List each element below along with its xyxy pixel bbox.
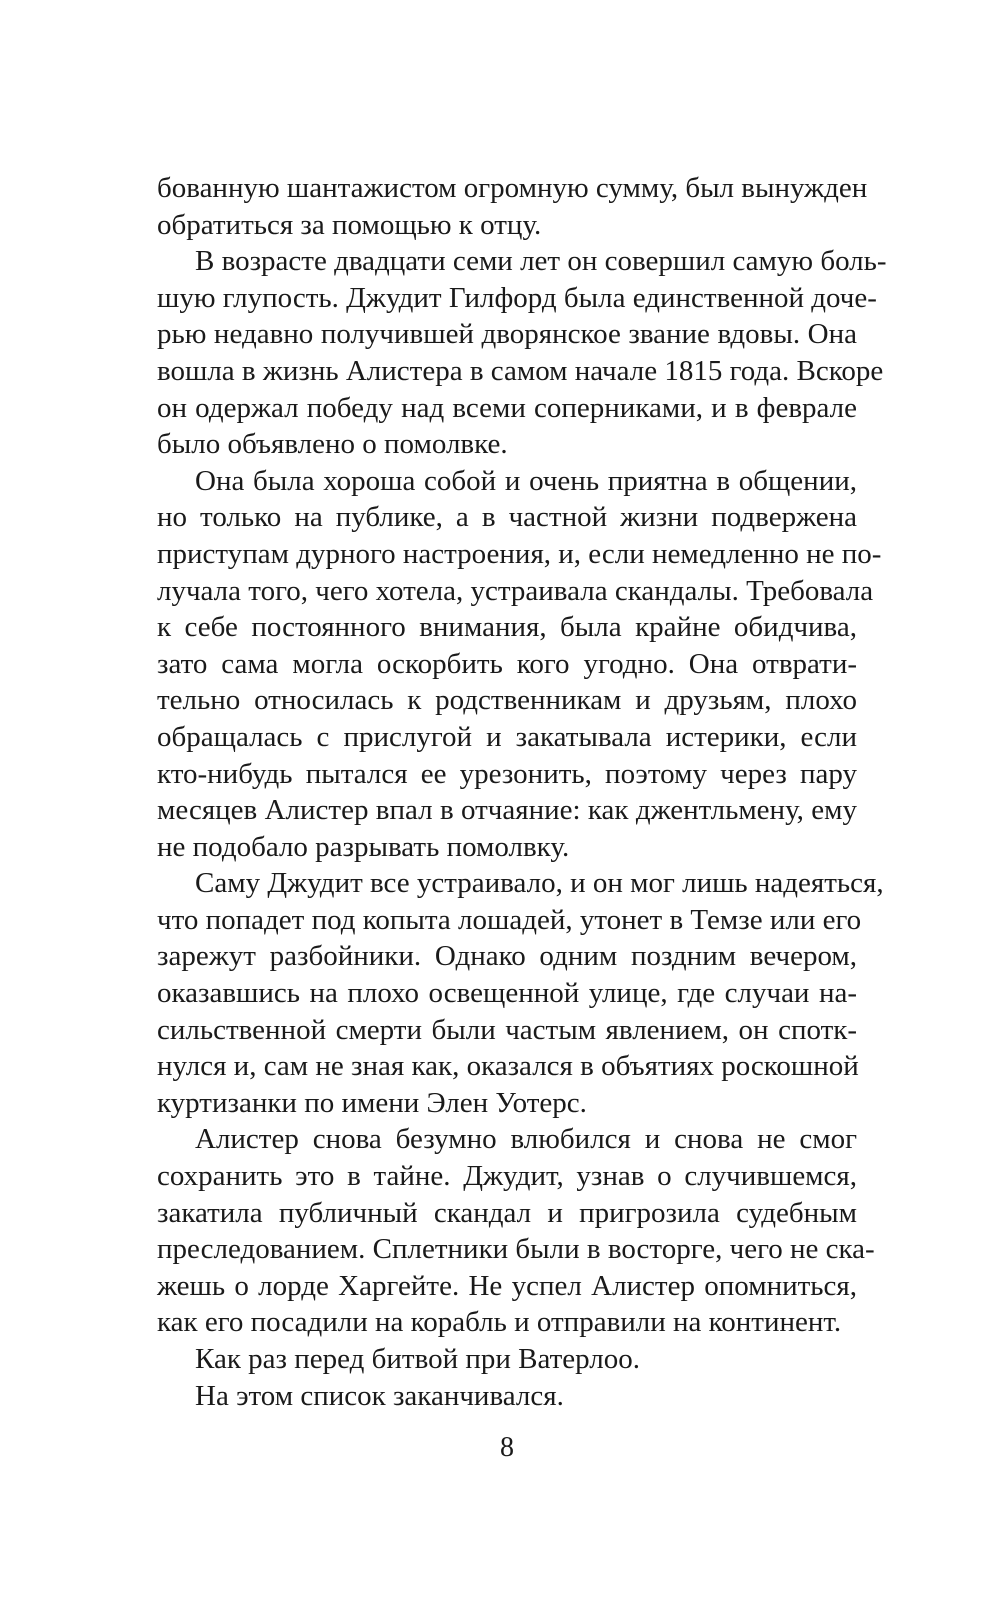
text-line: сильственной смерти были частым явлением, он спотк-: [157, 1013, 857, 1046]
text-line: лучала того, чего хотела, устраивала скандалы. Требовала: [157, 574, 874, 607]
text-line: рью недавно получившей дворянское звание вдовы. Она: [157, 318, 857, 351]
text-line: он одержал победу над всеми соперниками, и в феврале: [157, 391, 857, 424]
text-line: вошла в жизнь Алистера в самом начале 1815 года. Вскоре: [157, 354, 884, 387]
page-number: 8: [500, 1432, 514, 1463]
text-line: зато сама могла оскорбить кого угодно. Она отврати-: [157, 647, 857, 680]
text-line: приступам дурного настроения, и, если немедленно не по-: [157, 537, 882, 570]
text-line: бованную шантажистом огромную сумму, был вынужден: [157, 172, 868, 204]
text-line: месяцев Алистер впал в отчаяние: как джентльмену, ему: [157, 794, 857, 827]
text-line: шую глупость. Джудит Гилфорд была единственной доче-: [157, 281, 877, 314]
text-line: к себе постоянного внимания, была крайне обидчива,: [157, 611, 857, 644]
paragraph-first-line: В возрасте двадцати семи лет он совершил самую боль-: [195, 245, 887, 278]
text-line: но только на публике, а в частной жизни подвержена: [157, 501, 857, 534]
text-line: закатила публичный скандал и пригрозила судебным: [157, 1196, 857, 1229]
text-line: куртизанки по имени Элен Уотерс.: [157, 1086, 587, 1119]
text-line: преследованием. Сплетники были в восторге, чего не ска-: [157, 1233, 875, 1266]
text-line: тельно относилась к родственникам и друзьям, плохо: [157, 684, 857, 717]
paragraph-first-line: Она была хороша собой и очень приятна в общении,: [195, 464, 857, 497]
paragraph-first-line: Алистер снова безумно влюбился и снова не смог: [195, 1123, 857, 1156]
text-line: нулся и, сам не зная как, оказался в объятиях роскошной: [157, 1050, 859, 1083]
paragraph-first-line: На этом список заканчивался.: [195, 1379, 564, 1412]
text-line: кто-нибудь пытался ее урезонить, поэтому через пару: [157, 757, 857, 790]
paragraph-first-line: Как раз перед битвой при Ватерлоо.: [195, 1343, 640, 1375]
text-line: как его посадили на корабль и отправили на континент.: [157, 1306, 842, 1339]
text-line: что попадет под копыта лошадей, утонет в Темзе или его: [157, 903, 862, 936]
text-line: жешь о лорде Харгейте. Не успел Алистер опомниться,: [157, 1269, 857, 1302]
text-line: было объявлено о помолвке.: [157, 428, 508, 461]
text-line: зарежут разбойники. Однако одним поздним вечером,: [157, 940, 857, 973]
text-line: не подобало разрывать помолвку.: [157, 830, 570, 863]
text-line: оказавшись на плохо освещенной улице, где случаи на-: [157, 977, 857, 1010]
text-line: обращалась с прислугой и закатывала истерики, если: [157, 720, 857, 753]
body-text: [157, 170, 887, 1414]
text-line: сохранить это в тайне. Джудит, узнав о случившемся,: [157, 1160, 857, 1193]
text-line: обратиться за помощью к отцу.: [157, 208, 542, 241]
paragraph-first-line: Саму Джудит все устраивало, и он мог лишь надеяться,: [195, 867, 884, 900]
